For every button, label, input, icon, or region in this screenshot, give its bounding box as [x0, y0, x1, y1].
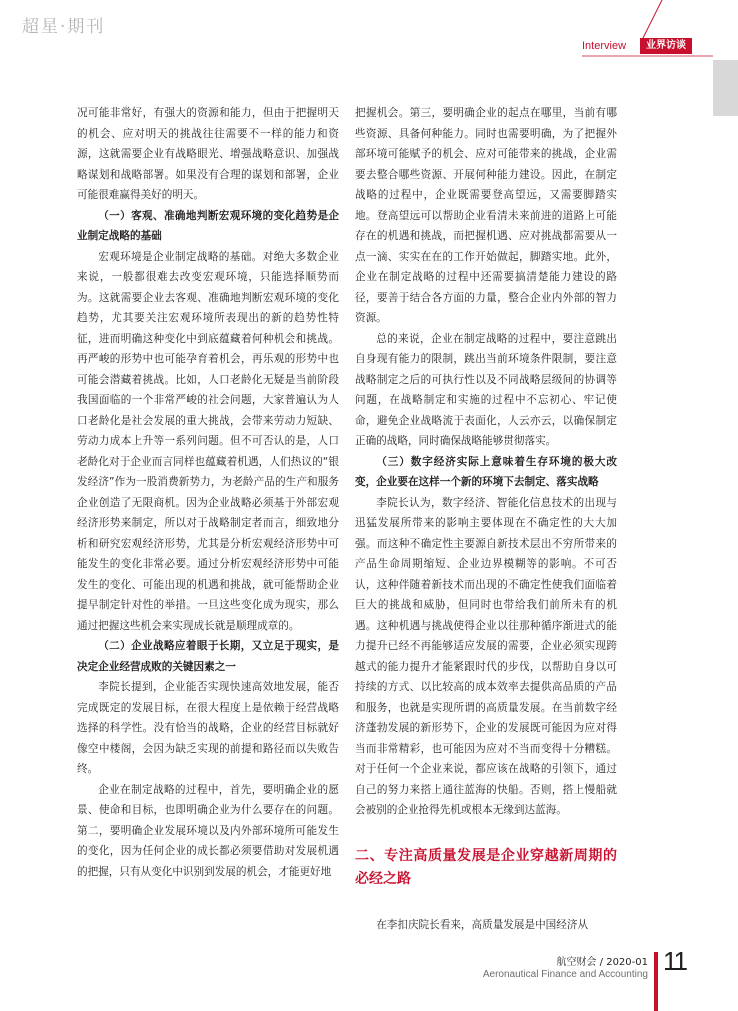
brand-watermark: 超星·期刊 [22, 17, 106, 37]
right-column [355, 103, 617, 935]
subheading: （三）数字经济实际上意味着生存环境的极大改变，企业要在这样一个新的环境下去制定、落实战略 [355, 455, 617, 488]
footer-accent-bar [654, 952, 658, 1011]
section-heading: 二、专注高质量发展是企业穿越新周期的必经之路 [355, 847, 617, 887]
header-diagonal-line [0, 0, 738, 60]
paragraph: 在李扣庆院长看来，高质量发展是中国经济从 [376, 918, 589, 931]
paragraph: 总的来说，企业在制定战略的过程中，要注意跳出自身现有能力的限制，跳出当前环境条件限制，要注意战略制定之后的可执行性以及不同战略层级间的协调等问题，在战略制定和实施的过程中不忘初心、牢记使命，避免企业战略流于表面化，人云亦云，以确保制定正确的战略，同时确保战略能够贯彻落实。 [355, 332, 617, 447]
paragraph: 宏观环境是企业制定战略的基础。对绝大多数企业来说，一般都很难去改变宏观环境，只能选择顺势而为。这就需要企业去客观、准确地判断宏观环境的变化趋势，尤其要关注宏观环境所表现出的新的趋势性特征，进而明确这种变化中到底蕴藏着何种机会和挑战。再严峻的形势中也可能孕育着机会，再乐观的形势中也可能会潜藏着挑战。比如，人口老龄化无疑是当前阶段我国面临的一个非常严峻的社会问题，大家普遍认为人口老龄化是社会发展的重大挑战，会带来劳动力短缺、劳动力成本上升等一系列问题。但不可否认的是，人口老龄化对于企业而言同样也蕴藏着机遇，人们热议的“银发经济”作为一股消费新势力，为老龄产品的生产和服务企业创造了无限商机。因为企业战略必须基于外部宏观经济形势来制定，所以对于战略制定者而言，细致地分析和研究宏观经济形势，尤其是分析宏观经济形势中可能发生的变化非常必要。通过分析宏观经济形势中可能发生的变化、可能出现的机遇和挑战，就可能帮助企业提早制定针对性的举措。一旦这些变化成为现实，那么通过把握这些机会来实现成长就是顺理成章的。 [77, 250, 339, 632]
journal-issue: 航空财会 / 2020-01 [556, 957, 648, 968]
paragraph: 把握机会。第三，要明确企业的起点在哪里，当前有哪些资源、具备何种能力。同时也需要明确，为了把握外部环境可能赋予的机会、应对可能带来的挑战，企业需要去整合哪些资源、开展何种能力建设。因此，在制定战略的过程中，企业既需要登高望远，又需要脚踏实地。登高望远可以帮助企业看清未来前进的道路上可能存在的机遇和挑战，而把握机遇、应对挑战都需要从一点一滴、实实在在的工作开始做起，脚踏实地。此外，企业在制定战略的过程中还需要搞清楚能力建设的路径，要善于结合各方面的力量，整合企业内外部的智力资源。 [355, 107, 617, 324]
section-label-cn: 业界访谈 [640, 38, 692, 54]
paragraph: 李院长认为，数字经济、智能化信息技术的出现与迅猛发展所带来的影响主要体现在不确定性的大大加强。而这种不确定性主要源自新技术层出不穷所带来的产品生命周期缩短、企业边界模糊等的影响。不可否认，这种伴随着新技术而出现的不确定性使我们面临着巨大的挑战和威胁，但同时也带给我们前所未有的机遇。这种机遇与挑战使得企业以往那种循序渐进式的能力提升已经不再能够适应发展的需要，企业必须实现跨越式的能力提升才能紧跟时代的步伐，以帮助自身以可持续的方式、以比较高的成本效率去提供高品质的产品和服务，也就是实现所谓的高质量发展。在当前数字经济蓬勃发展的新形势下，企业的发展既可能因为应对得当而非常精彩，也可能因为应对不当而变得十分糟糕。对于任何一个企业来说，都应该在战略的引领下，通过自己的努力来搭上通往蓝海的快船。否则，搭上慢船就会被别的企业抢得先机或根本无缘到达蓝海。 [355, 496, 617, 816]
subheading: （二）企业战略应着眼于长期，又立足于现实，是决定企业经营成败的关键因素之一 [77, 640, 339, 673]
subheading: （一）客观、准确地判断宏观环境的变化趋势是企业制定战略的基础 [77, 209, 339, 242]
journal-name-en: Aeronautical Finance and Accounting [482, 969, 648, 980]
paragraph: 企业在制定战略的过程中，首先，要明确企业的愿景、使命和目标，也即明确企业为什么要存在的问题。第二，要明确企业发展环境以及内外部环境所可能发生的变化，因为任何企业的成长都必须要借助对发展机遇的把握，只有从变化中识别到发展的机会，才能更好地 [77, 783, 339, 878]
paragraph: 李院长提到，企业能否实现快速高效地发展，能否完成既定的发展目标，在很大程度上是依赖于经营战略选择的科学性。没有恰当的战略，企业的经营目标就好像空中楼阁，会因为缺乏实现的前提和路径而以失败告终。 [77, 681, 339, 775]
page-number: 11 [663, 946, 686, 976]
section-label-en: Interview [582, 40, 627, 52]
side-tab [713, 60, 738, 116]
paragraph: 况可能非常好，有强大的资源和能力，但由于把握明天的机会、应对明天的挑战往往需要不一样的能力和资源，这就需要企业有战略眼光、增强战略意识、加强战略谋划和战略部署。如果没有合理的谋划和部署，企业可能很难赢得美好的明天。 [77, 107, 339, 201]
left-column [77, 103, 339, 882]
